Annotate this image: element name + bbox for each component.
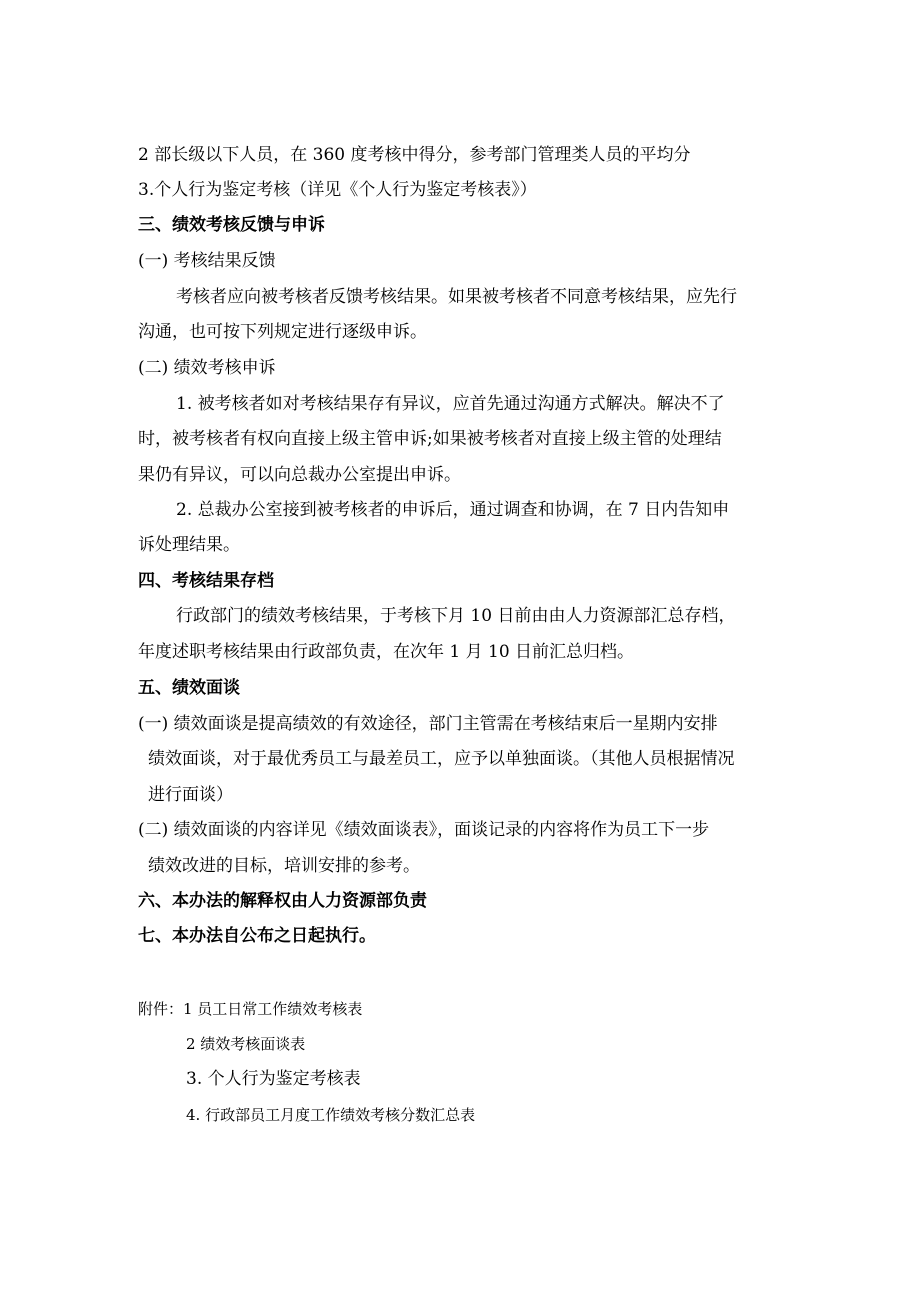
section-heading: 四、考核结果存档 (138, 571, 274, 591)
attachment-line: 附件：1 员工日常工作绩效考核表 (138, 1000, 363, 1018)
text-line: 沟通，也可按下列规定进行逐级申诉。 (138, 322, 427, 342)
subsection-heading: (一) 考核结果反馈 (138, 251, 276, 271)
text-line: 年度述职考核结果由行政部负责，在次年 1 月 10 日前汇总归档。 (138, 642, 635, 662)
text-line: 绩效面谈，对于最优秀员工与最差员工，应予以单独面谈。（其他人员根据情况 (148, 749, 735, 769)
attachment-line: 3. 个人行为鉴定考核表 (186, 1069, 361, 1089)
list-item: (二) 绩效面谈的内容详见《绩效面谈表》，面谈记录的内容将作为员工下一步 (138, 820, 710, 840)
text-line: 2. 总裁办公室接到被考核者的申诉后，通过调查和协调，在 7 日内告知申 (176, 500, 730, 520)
text-line: 时，被考核者有权向直接上级主管申诉;如果被考核者对直接上级主管的处理结 (138, 429, 722, 449)
section-heading: 七、本办法自公布之日起执行。 (138, 926, 376, 946)
subsection-heading: (二) 绩效考核申诉 (138, 358, 276, 378)
text-line: 1. 被考核者如对考核结果存有异议，应首先通过沟通方式解决。解决不了 (176, 394, 725, 414)
text-line: 考核者应向被考核者反馈考核结果。如果被考核者不同意考核结果，应先行 (176, 287, 737, 307)
text-line: 进行面谈） (148, 785, 233, 805)
section-heading: 五、绩效面谈 (138, 678, 240, 698)
section-heading: 三、绩效考核反馈与申诉 (138, 215, 325, 235)
text-line: 果仍有异议，可以向总裁办公室提出申诉。 (138, 465, 461, 485)
attachment-line: 4. 行政部员工月度工作绩效考核分数汇总表 (186, 1106, 476, 1124)
text-line: 3.个人行为鉴定考核（详见《个人行为鉴定考核表》） (138, 180, 537, 200)
list-item: (一) 绩效面谈是提高绩效的有效途径，部门主管需在考核结束后一星期内安排 (138, 714, 718, 734)
section-heading: 六、本办法的解释权由人力资源部负责 (138, 891, 427, 911)
text-line: 诉处理结果。 (138, 535, 240, 555)
text-line: 2 部长级以下人员，在 360 度考核中得分，参考部门管理类人员的平均分 (138, 145, 691, 165)
text-line: 绩效改进的目标，培训安排的参考。 (148, 856, 420, 876)
text-line: 行政部门的绩效考核结果，于考核下月 10 日前由由人力资源部汇总存档， (176, 606, 736, 626)
attachment-line: 2 绩效考核面谈表 (186, 1035, 306, 1053)
